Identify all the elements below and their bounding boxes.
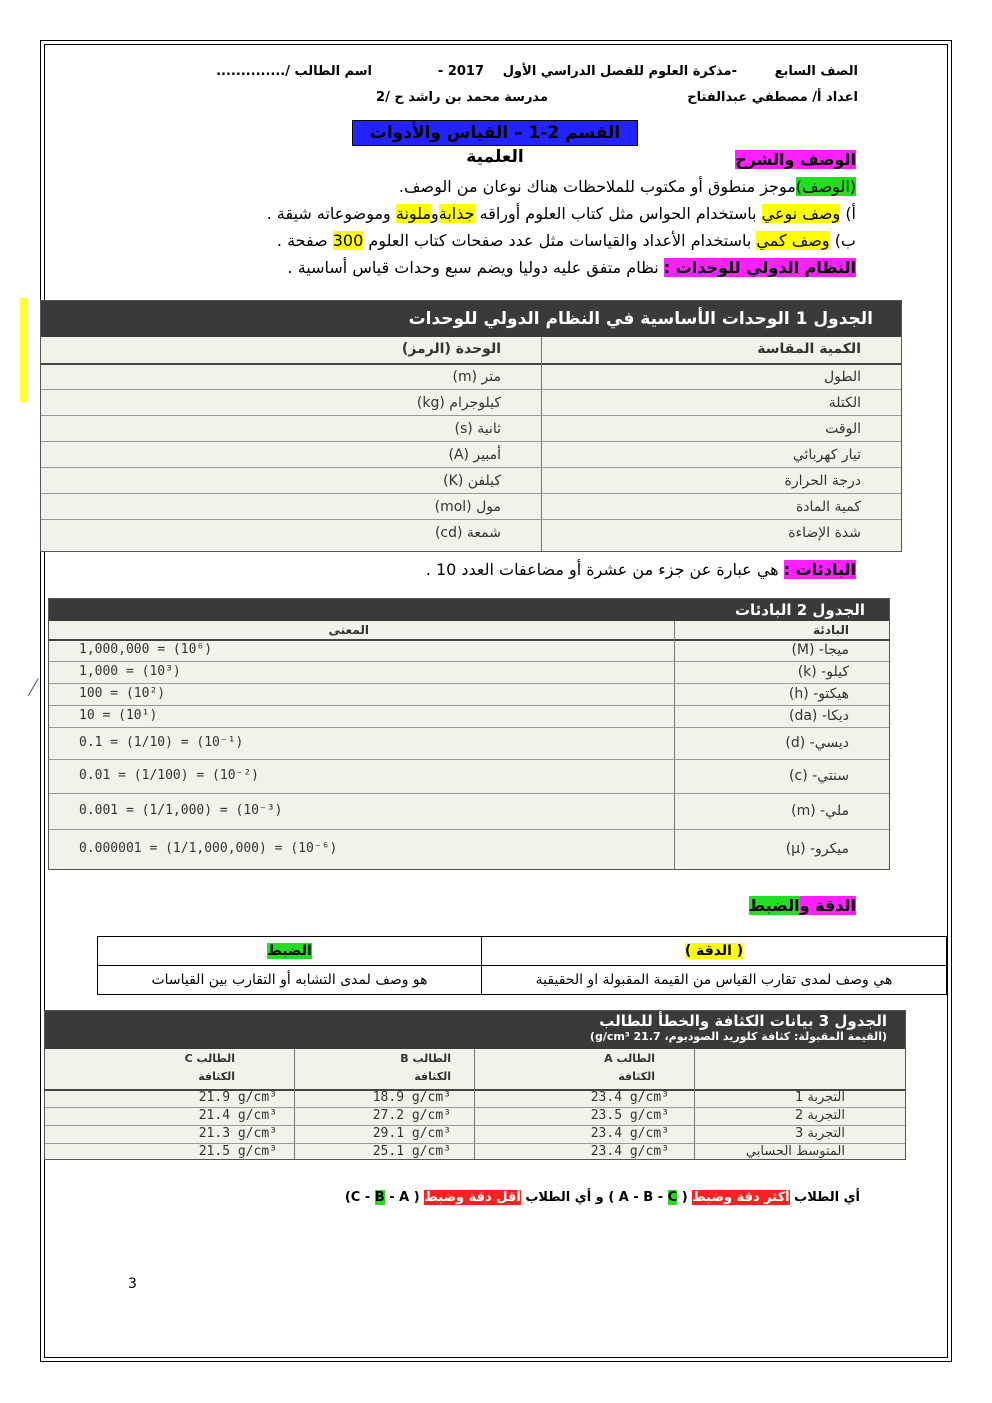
table-row: التجربة 2 23.5 g/cm³ 27.2 g/cm³ 21.4 g/cm³ <box>45 1107 905 1126</box>
prefixes-definition: البادئات : هي عبارة عن جزء من عشرة أو مضاعفات العدد 10 . <box>425 560 856 579</box>
table-row: هيكتو- (h) 100 = (10²) <box>49 683 889 706</box>
header-year: 2017 - <box>437 64 484 79</box>
section-title: القسم 2-1 – القياس والأدوات العلمية <box>352 120 638 146</box>
precision-definition: هو وصف لمدى التشابه أو التقارب بين القياسات <box>98 966 482 995</box>
table-row: الوقت ثانية (s) <box>41 415 901 442</box>
description-definition: (الوصف)موجز منطوق أو مكتوب للملاحظات هناك نوعان من الوصف. <box>398 177 856 196</box>
table1-title: الجدول 1 الوحدات الأساسية في النظام الدولي للوحدات <box>41 301 901 337</box>
accuracy-col-header: ( الدقة ) <box>482 937 947 966</box>
header-student-name: اسم الطالب /.............. <box>216 64 372 79</box>
header-grade: الصف السابع <box>774 64 858 79</box>
quantitative-line: ب) وصف كمي باستخدام الأعداد والقياسات مثل عدد صفحات كتاب العلوم 300 صفحة . <box>276 231 856 250</box>
question-line: أي الطلاب أكثر دقة وضبط ( A - B - C ) و أي الطلاب أقل دقة وضبط ( C - B - A) <box>344 1190 860 1205</box>
accuracy-precision-table <box>97 936 947 995</box>
table1-header: الكمية المقاسة الوحدة (الرمز) <box>41 337 901 365</box>
table-density-data <box>44 1010 906 1160</box>
table-row: سنتي- (c) 0.01 = (1/100) = (10⁻²) <box>49 759 889 794</box>
table-si-units <box>40 300 902 552</box>
table-row: كمية المادة مول (mol) <box>41 493 901 520</box>
table-row: الكتلة كيلوجرام (kg) <box>41 389 901 416</box>
table-row: المتوسط الحسابي 23.4 g/cm³ 25.1 g/cm³ 21.5 g/cm³ <box>198 1144 845 1159</box>
table-row: شدة الإضاءة شمعة (cd) <box>434 525 861 541</box>
qualitative-line: أ) وصف نوعي باستخدام الحواس مثل كتاب العلوم أوراقه جذابةوملونة وموضوعاته شيقة . <box>266 204 856 223</box>
table-row: كيلو- (k) 1,000 = (10³) <box>49 661 889 684</box>
header-school: مدرسة محمد بن راشد ح /2 <box>376 90 548 105</box>
table3-header: الطالب A الكثافة الطالب B الكثافة الطالب C الكثافة <box>45 1049 905 1091</box>
table-row: ميجا- (M) 1,000,000 = (10⁶) <box>49 639 889 662</box>
table-row: درجة الحرارة كيلفن (K) <box>41 467 901 494</box>
table-row: ديسي- (d) 0.1 = (1/10) = (10⁻¹) <box>49 727 889 760</box>
table-row: تيار كهربائي أمبير (A) <box>41 441 901 468</box>
header-prepared-by: اعداد أ/ مصطفي عبدالفتاح <box>687 90 858 105</box>
table-row: ميكرو- (μ) 0.000001 = (1/1,000,000) = (10⁻⁶) <box>79 841 849 857</box>
margin-highlight <box>20 298 28 402</box>
table-prefixes <box>48 598 890 870</box>
table-row: التجربة 3 23.4 g/cm³ 29.1 g/cm³ 21.3 g/cm³ <box>45 1125 905 1144</box>
table-row: الطول متر (m) <box>41 363 901 390</box>
table2-title: الجدول 2 البادئات <box>49 599 889 621</box>
page-number: 3 <box>128 1276 137 1292</box>
precision-col-header: الضبط <box>98 937 482 966</box>
accuracy-heading: الدقة والضبط <box>748 896 856 915</box>
table2-header: البادئة المعنى <box>49 621 889 641</box>
table-row: التجربة 1 23.4 g/cm³ 18.9 g/cm³ 21.9 g/cm³ <box>45 1089 905 1108</box>
accuracy-definition: هي وصف لمدى تقارب القياس من القيمة المقبولة او الحقيقية <box>482 966 947 995</box>
table-row: ملي- (m) 0.001 = (1/1,000) = (10⁻³) <box>49 793 889 830</box>
description-heading: الوصف والشرح <box>735 150 856 169</box>
table3-title: الجدول 3 بيانات الكثافة والخطأ للطالب (القيمة المقبولة: كثافة كلوريد الصوديوم، 21.7 g/cm³) <box>45 1011 905 1049</box>
header-memo-title: -مذكرة العلوم للفصل الدراسي الأول <box>502 64 737 79</box>
table-row: ديكا- (da) 10 = (10¹) <box>49 705 889 728</box>
si-definition: النظام الدولي للوحدات : نظام متفق عليه دوليا ويضم سبع وحدات قياس أساسية . <box>287 258 856 277</box>
